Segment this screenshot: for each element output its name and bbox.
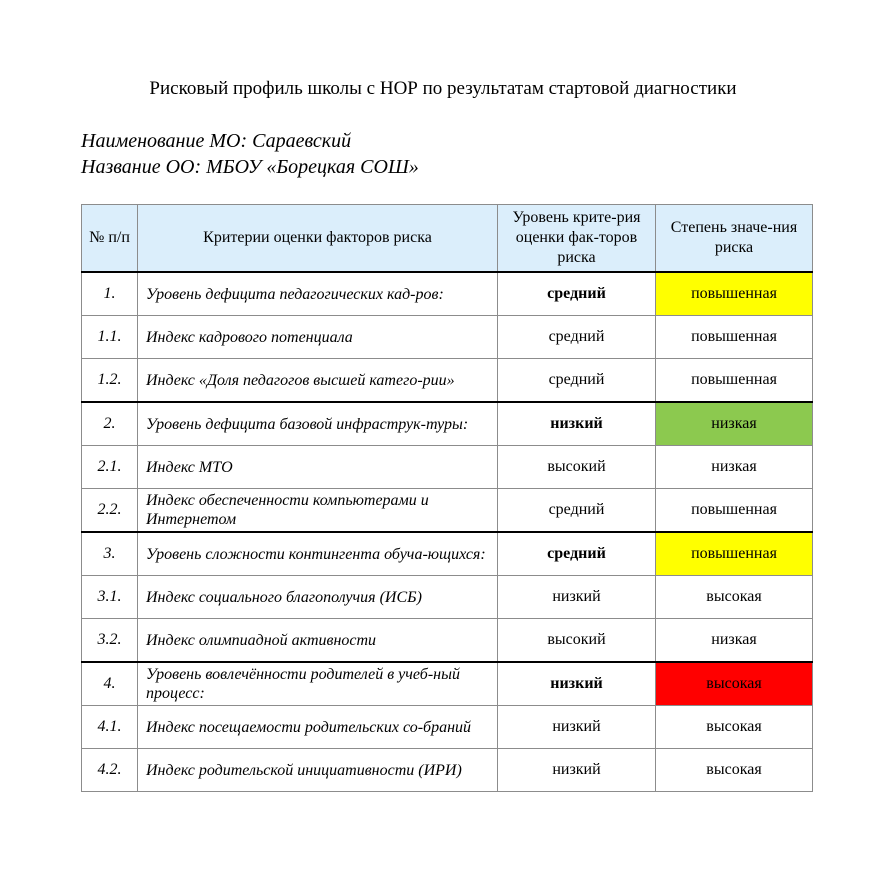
table-row — [82, 489, 813, 533]
table-row — [82, 359, 813, 403]
header-degree: Степень значе-ния риска — [656, 205, 813, 273]
row-criterion: Индекс социального благополучия (ИСБ) — [138, 576, 498, 619]
row-degree: повышенная — [656, 359, 813, 403]
table-row — [82, 662, 813, 706]
row-number: 3.1. — [82, 576, 138, 619]
row-degree: повышенная — [656, 532, 813, 576]
row-criterion: Уровень вовлечённости родителей в учеб-ный процесс: — [138, 662, 498, 706]
row-number: 4.2. — [82, 749, 138, 792]
row-number: 3. — [82, 532, 138, 576]
row-level: низкий — [498, 662, 656, 706]
row-number: 2.2. — [82, 489, 138, 533]
table-row — [82, 446, 813, 489]
row-degree: повышенная — [656, 316, 813, 359]
row-criterion: Уровень сложности контингента обуча-ющихся: — [138, 532, 498, 576]
row-number: 1.1. — [82, 316, 138, 359]
row-criterion: Индекс кадрового потенциала — [138, 316, 498, 359]
row-criterion: Индекс «Доля педагогов высшей катего-рии» — [138, 359, 498, 403]
row-degree: высокая — [656, 662, 813, 706]
row-criterion: Индекс родительской инициативности (ИРИ) — [138, 749, 498, 792]
row-number: 3.2. — [82, 619, 138, 663]
row-degree: низкая — [656, 619, 813, 663]
table-body — [82, 272, 813, 792]
row-level: средний — [498, 272, 656, 316]
row-number: 1. — [82, 272, 138, 316]
document-title: Рисковый профиль школы с НОР по результатам стартовой диагностики — [149, 78, 737, 99]
row-level: низкий — [498, 402, 656, 446]
row-criterion: Уровень дефицита базовой инфраструк-туры: — [138, 402, 498, 446]
row-level: средний — [498, 489, 656, 533]
row-criterion: Индекс обеспеченности компьютерами и Интернетом — [138, 489, 498, 533]
header-criteria: Критерии оценки факторов риска — [138, 205, 498, 273]
row-level: низкий — [498, 576, 656, 619]
school-name: Название ОО: МБОУ «Борецкая СОШ» — [81, 156, 419, 178]
row-criterion: Индекс олимпиадной активности — [138, 619, 498, 663]
row-number: 2. — [82, 402, 138, 446]
row-level: низкий — [498, 749, 656, 792]
row-number: 4.1. — [82, 706, 138, 749]
row-degree: повышенная — [656, 272, 813, 316]
header-num: № п/п — [82, 205, 138, 273]
risk-profile-table — [81, 204, 813, 792]
row-criterion: Индекс посещаемости родительских со-браний — [138, 706, 498, 749]
row-criterion: Уровень дефицита педагогических кад-ров: — [138, 272, 498, 316]
table-row — [82, 619, 813, 663]
municipality-name: Наименование МО: Сараевский — [81, 130, 352, 152]
row-level: низкий — [498, 706, 656, 749]
table-header-row — [82, 205, 813, 273]
table-row — [82, 272, 813, 316]
table-row — [82, 576, 813, 619]
row-degree: высокая — [656, 706, 813, 749]
header-level: Уровень крите-рия оценки фак-торов риска — [498, 205, 656, 273]
row-criterion: Индекс МТО — [138, 446, 498, 489]
row-degree: повышенная — [656, 489, 813, 533]
row-level: средний — [498, 316, 656, 359]
table-row — [82, 706, 813, 749]
row-degree: низкая — [656, 402, 813, 446]
table-row — [82, 316, 813, 359]
row-level: средний — [498, 359, 656, 403]
table-row — [82, 532, 813, 576]
row-level: высокий — [498, 446, 656, 489]
row-degree: высокая — [656, 749, 813, 792]
row-degree: высокая — [656, 576, 813, 619]
row-number: 4. — [82, 662, 138, 706]
row-level: высокий — [498, 619, 656, 663]
row-level: средний — [498, 532, 656, 576]
table-row — [82, 402, 813, 446]
row-degree: низкая — [656, 446, 813, 489]
row-number: 1.2. — [82, 359, 138, 403]
row-number: 2.1. — [82, 446, 138, 489]
table-row — [82, 749, 813, 792]
